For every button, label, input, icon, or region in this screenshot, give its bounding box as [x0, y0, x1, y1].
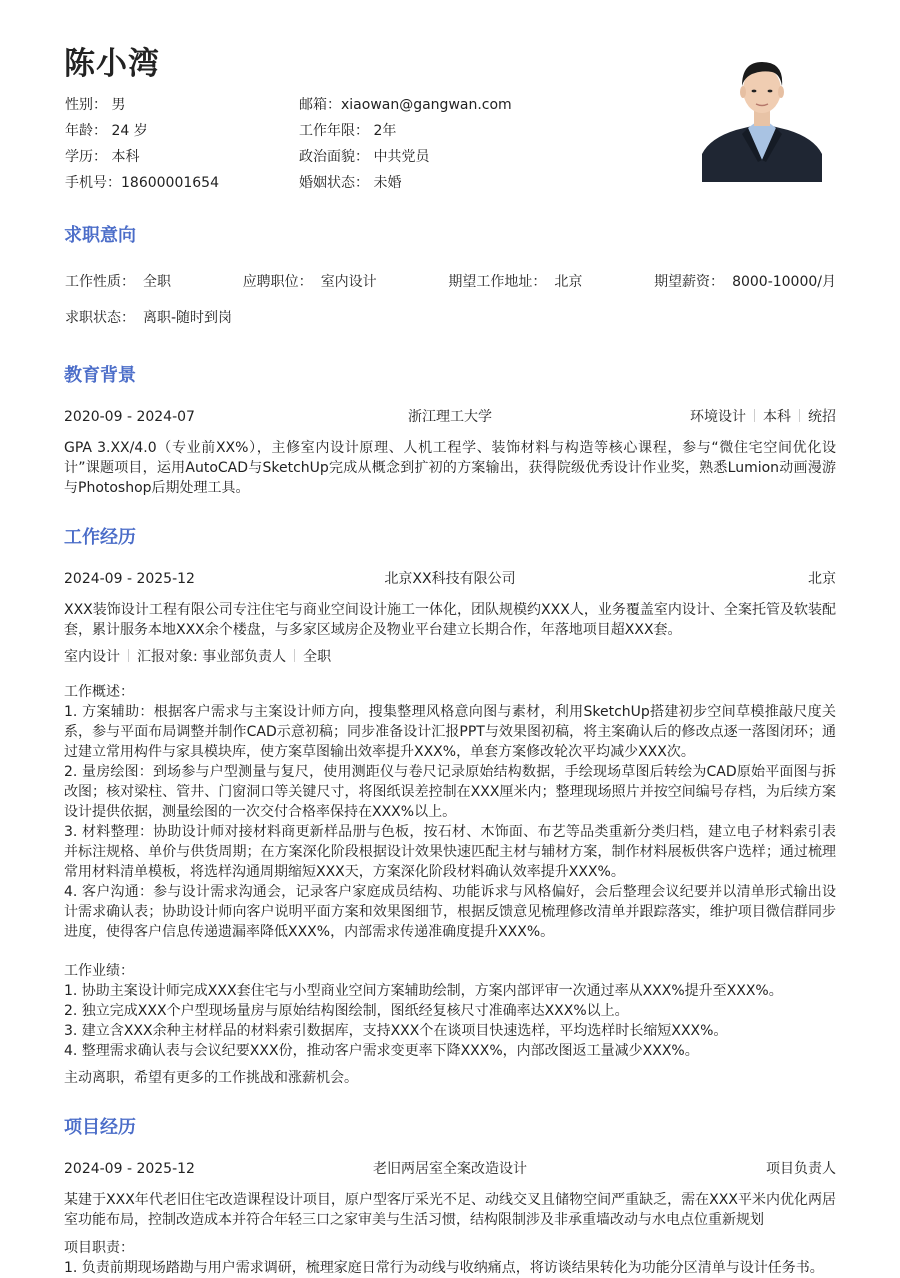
- education-description: GPA 3.XX/4.0（专业前XX%），主修室内设计原理、人机工程学、装饰材料与构造等核心课程，参与“微住宅空间优化设计”课题项目，运用AutoCAD与SketchUp完成从概念到扩初的方案输出，获得院级优秀设计作业奖，熟悉Lumion动画漫游与Photoshop后期处理工具。: [64, 440, 836, 496]
- leave-reason: 主动离职，希望有更多的工作挑战和涨薪机会。: [64, 1070, 358, 1086]
- degree: 本科: [763, 409, 791, 425]
- intent-row: [65, 271, 836, 293]
- age: 年龄： 24 岁: [65, 123, 148, 139]
- education-level: 学历： 本科: [65, 149, 140, 165]
- section-title-intent: 求职意向: [64, 225, 136, 246]
- job-status-value: 离职-随时到岗: [143, 310, 233, 326]
- job-nature-value: 全职: [143, 274, 171, 290]
- result-item: 4. 整理需求确认表与会议纪要XXX份，推动客户需求变更率下降XXX%，内部改图返工量减少XXX%。: [64, 1043, 699, 1059]
- basic-info: [65, 94, 625, 198]
- project-header: [64, 1158, 836, 1180]
- job-position: [243, 271, 377, 293]
- company-intro: XXX装饰设计工程有限公司专注住宅与商业空间设计施工一体化，团队规模约XXX人，业务覆盖室内设计、全案托管及软装配套，累计服务本地XXX余个楼盘，与多家区域房企及物业平台建立长期合作，年落地项目超XXX套。: [64, 602, 836, 638]
- political-status: 政治面貌： 中共党员: [299, 149, 430, 165]
- marital-status: 婚姻状态： 未婚: [299, 175, 402, 191]
- project-role: 项目负责人: [766, 1161, 836, 1177]
- education-period: 2020-09 - 2024-07: [64, 409, 195, 425]
- profile-photo: [702, 50, 822, 182]
- project-duties: [64, 1238, 836, 1278]
- company-name: 北京XX科技有限公司: [384, 571, 516, 587]
- overview-item: 4. 客户沟通：参与设计需求沟通会，记录客户家庭成员结构、功能诉求与风格偏好，会后整理会议纪要并以清单形式输出设计需求确认表；协助设计师向客户说明平面方案和效果图细节，根据反馈意见梳理修改清单并跟踪落实，维护项目微信群同步进度，使得客户信息传递遗漏率降低XXX%，内部需求传递准确度提升XXX%。: [64, 884, 836, 940]
- job-location-label: 期望工作地址：: [448, 274, 547, 290]
- major: 环境设计: [690, 409, 746, 425]
- gender: 性别： 男: [65, 97, 126, 113]
- info-row: [65, 94, 625, 120]
- work-period: 2024-09 - 2025-12: [64, 571, 195, 587]
- project-period: 2024-09 - 2025-12: [64, 1161, 195, 1177]
- education-details: [690, 406, 836, 428]
- section-title-work: 工作经历: [64, 527, 136, 548]
- job-salary-value: 8000-10000/月: [732, 274, 836, 290]
- school-name: 浙江理工大学: [408, 409, 492, 425]
- info-row: [65, 172, 625, 198]
- job-position-label: 应聘职位：: [242, 274, 313, 290]
- job-location: [448, 271, 582, 293]
- job-status: [65, 307, 232, 329]
- divider: [128, 649, 129, 662]
- overview-item: 3. 材料整理：协助设计师对接材料商更新样品册与色板，按石材、木饰面、布艺等品类重新分类归档，建立电子材料索引表并标注规格、单价与供货周期；在方案深化阶段根据设计效果快速匹配主材与辅材方案，制作材料展板供客户选样；通过梳理常用材料清单模板，将选样沟通周期缩短XXX天，方案深化阶段材料确认效率提升XXX%。: [64, 824, 836, 880]
- candidate-name: 陈小湾: [64, 46, 160, 82]
- email: 邮箱：xiaowan@gangwan.com: [299, 97, 512, 113]
- enrollment-type: 统招: [808, 409, 836, 425]
- intent-status-row: [65, 307, 836, 329]
- project-description: 某建于XXX年代老旧住宅改造课程设计项目，原户型客厅采光不足、动线交叉且储物空间严重缺乏，需在XXX平米内优化两居室功能布局，控制改造成本并符合年轻三口之家审美与生活习惯，结构限制涉及非承重墙改动与水电点位重新规划: [64, 1192, 836, 1228]
- work-results: [64, 961, 836, 1061]
- work-city: 北京: [808, 571, 836, 587]
- info-row: [65, 146, 625, 172]
- duty-item: 1. 负责前期现场踏勘与用户需求调研，梳理家庭日常行为动线与收纳痛点，将访谈结果转化为功能分区清单与设计任务书。: [64, 1260, 824, 1276]
- section-title-project: 项目经历: [64, 1117, 136, 1138]
- work-header: [64, 568, 836, 590]
- project-name: 老旧两居室全案改造设计: [373, 1161, 527, 1177]
- job-salary: [654, 271, 836, 293]
- results-label: 工作业绩：: [64, 963, 134, 979]
- work-years: 工作年限： 2年: [299, 123, 397, 139]
- work-tag: 室内设计: [64, 649, 120, 665]
- result-item: 3. 建立含XXX余种主材样品的材料索引数据库，支持XXX个在谈项目快速选样，平均选样时长缩短XXX%。: [64, 1023, 728, 1039]
- work-tag: 汇报对象: 事业部负责人: [137, 649, 287, 665]
- overview-item: 2. 量房绘图：到场参与户型测量与复尺，使用测距仪与卷尺记录原始结构数据，手绘现场草图后转绘为CAD原始平面图与拆改图；核对梁柱、管井、门窗洞口等关键尺寸，将图纸误差控制在XXX厘米内；整理现场照片并按空间编号存档，为后续方案设计提供依据，测量绘图的一次交付合格率保持在XXX%以上。: [64, 764, 836, 820]
- overview-label: 工作概述：: [64, 684, 134, 700]
- job-nature-label: 工作性质：: [65, 274, 135, 290]
- duty-label: 项目职责：: [64, 1240, 134, 1256]
- job-nature: [65, 271, 171, 293]
- job-status-label: 求职状态：: [65, 310, 135, 326]
- divider: [754, 409, 755, 422]
- education-header: [64, 406, 836, 428]
- info-row: [65, 120, 625, 146]
- work-tag: 全职: [303, 649, 332, 665]
- person-portrait-icon: [702, 50, 822, 182]
- result-item: 2. 独立完成XXX个户型现场量房与原始结构图绘制，图纸经复核尺寸准确率达XXX%以上。: [64, 1003, 629, 1019]
- phone: 手机号：18600001654: [65, 175, 219, 191]
- divider: [799, 409, 800, 422]
- section-title-education: 教育背景: [64, 365, 136, 386]
- work-tags: [64, 646, 331, 668]
- overview-item: 1. 方案辅助：根据客户需求与主案设计师方向，搜集整理风格意向图与素材，利用SketchUp搭建初步空间草模推敲尺度关系，参与平面布局调整并制作CAD示意初稿；同步准备设计汇报PPT与效果图初稿，将主案确认后的修改点逐一落图闭环；通过建立常用构件与家具模块库，使方案草图输出效率提升XXX%，单套方案修改轮次平均减少XXX次。: [64, 704, 836, 760]
- job-location-value: 北京: [554, 274, 583, 290]
- job-position-value: 室内设计: [320, 274, 377, 290]
- divider: [294, 649, 295, 662]
- work-overview: [64, 682, 836, 942]
- result-item: 1. 协助主案设计师完成XXX套住宅与小型商业空间方案辅助绘制，方案内部评审一次通过率从XXX%提升至XXX%。: [64, 983, 783, 999]
- job-salary-label: 期望薪资：: [654, 274, 725, 290]
